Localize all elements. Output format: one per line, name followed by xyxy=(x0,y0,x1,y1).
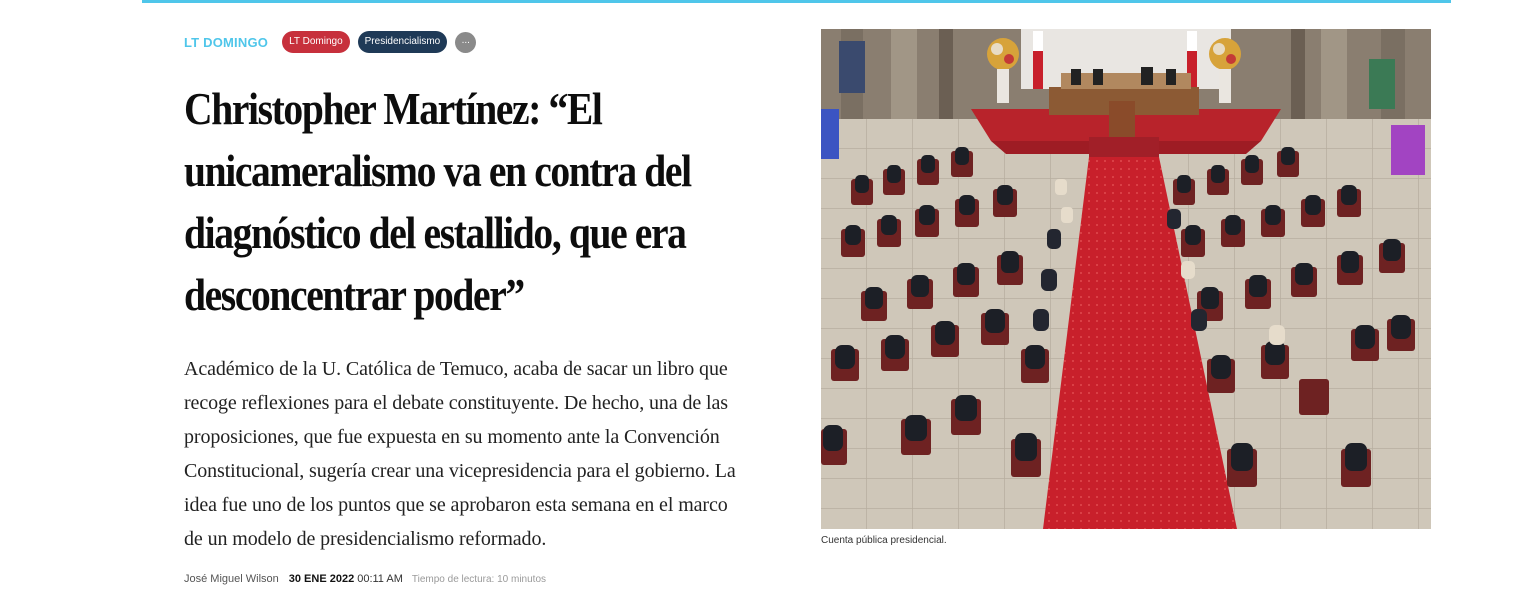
photo-caption: Cuenta pública presidencial. xyxy=(821,535,947,546)
byline xyxy=(184,573,546,585)
article-header xyxy=(184,28,744,556)
author-link[interactable]: José Miguel Wilson xyxy=(184,573,279,585)
tag-presidencialismo[interactable]: Presidencialismo xyxy=(358,31,448,53)
tag-lt-domingo[interactable]: LT Domingo xyxy=(282,31,350,53)
congress-hall-illustration xyxy=(821,29,1431,529)
article-headline: Christopher Martínez: “El unicameralismo va en contra del diagnóstico del estallido, que era desconcentrar poder” xyxy=(184,83,691,320)
article-lede: Académico de la U. Católica de Temuco, acaba de sacar un libro que recoge reflexiones para el debate constituyente. De hecho, una de las proposiciones, que fue expuesta en su momento ante la Convención Constitucional, sugería crear una vicepresidencia para el gobierno. La idea fue uno de los puntos que se aprobaron esta semana en el marco de un modelo de presidencialismo reformado. xyxy=(184,358,736,550)
publish-time: 00:11 AM xyxy=(357,573,403,585)
publish-date: 30 ENE 2022 xyxy=(288,573,355,585)
section-link[interactable]: LT DOMINGO xyxy=(184,34,269,50)
article-photo xyxy=(821,29,1431,529)
tags-row xyxy=(184,28,744,56)
more-tags-button[interactable]: ... xyxy=(455,32,476,53)
reading-time: Tiempo de lectura: 10 minutos xyxy=(411,574,547,585)
top-accent-rule xyxy=(142,0,1451,3)
